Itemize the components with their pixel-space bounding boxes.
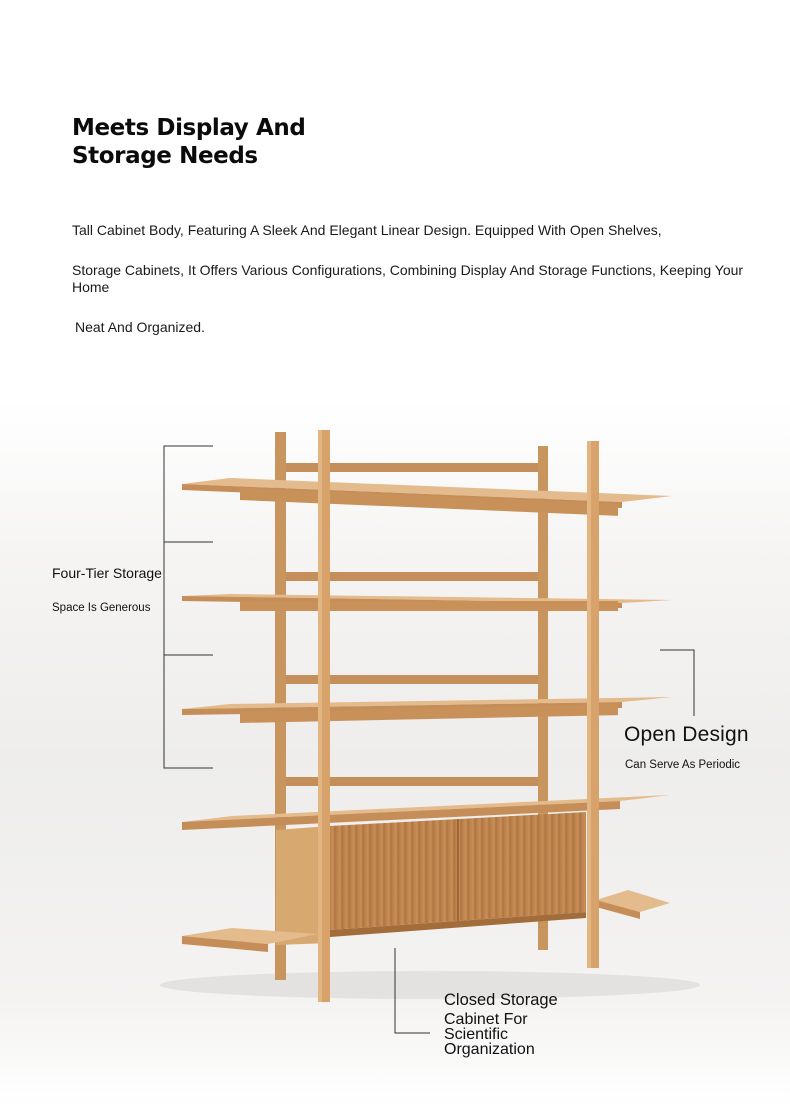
four-tier-bracket	[164, 446, 213, 768]
closed-storage-title: Closed Storage	[444, 991, 558, 1009]
description-line-2: Storage Cabinets, It Offers Various Configurations, Combining Display And Storage Functions, Keeping Your Home	[72, 262, 744, 295]
open-design-title: Open Design	[624, 723, 749, 746]
open-design-leader	[660, 650, 694, 716]
four-tier-subtitle: Space Is Generous	[52, 602, 151, 614]
closed-storage-subtitle: Cabinet For Scientific Organization	[444, 1011, 535, 1058]
page-title: Meets Display And Storage Needs	[72, 115, 306, 169]
floor-shadow	[160, 971, 700, 999]
four-tier-title: Four-Tier Storage	[52, 565, 162, 581]
open-design-subtitle: Can Serve As Periodic	[625, 759, 741, 771]
description-line-1: Tall Cabinet Body, Featuring A Sleek And Elegant Linear Design. Equipped With Open Shelves,	[72, 222, 662, 238]
description-line-3: Neat And Organized.	[75, 319, 205, 335]
